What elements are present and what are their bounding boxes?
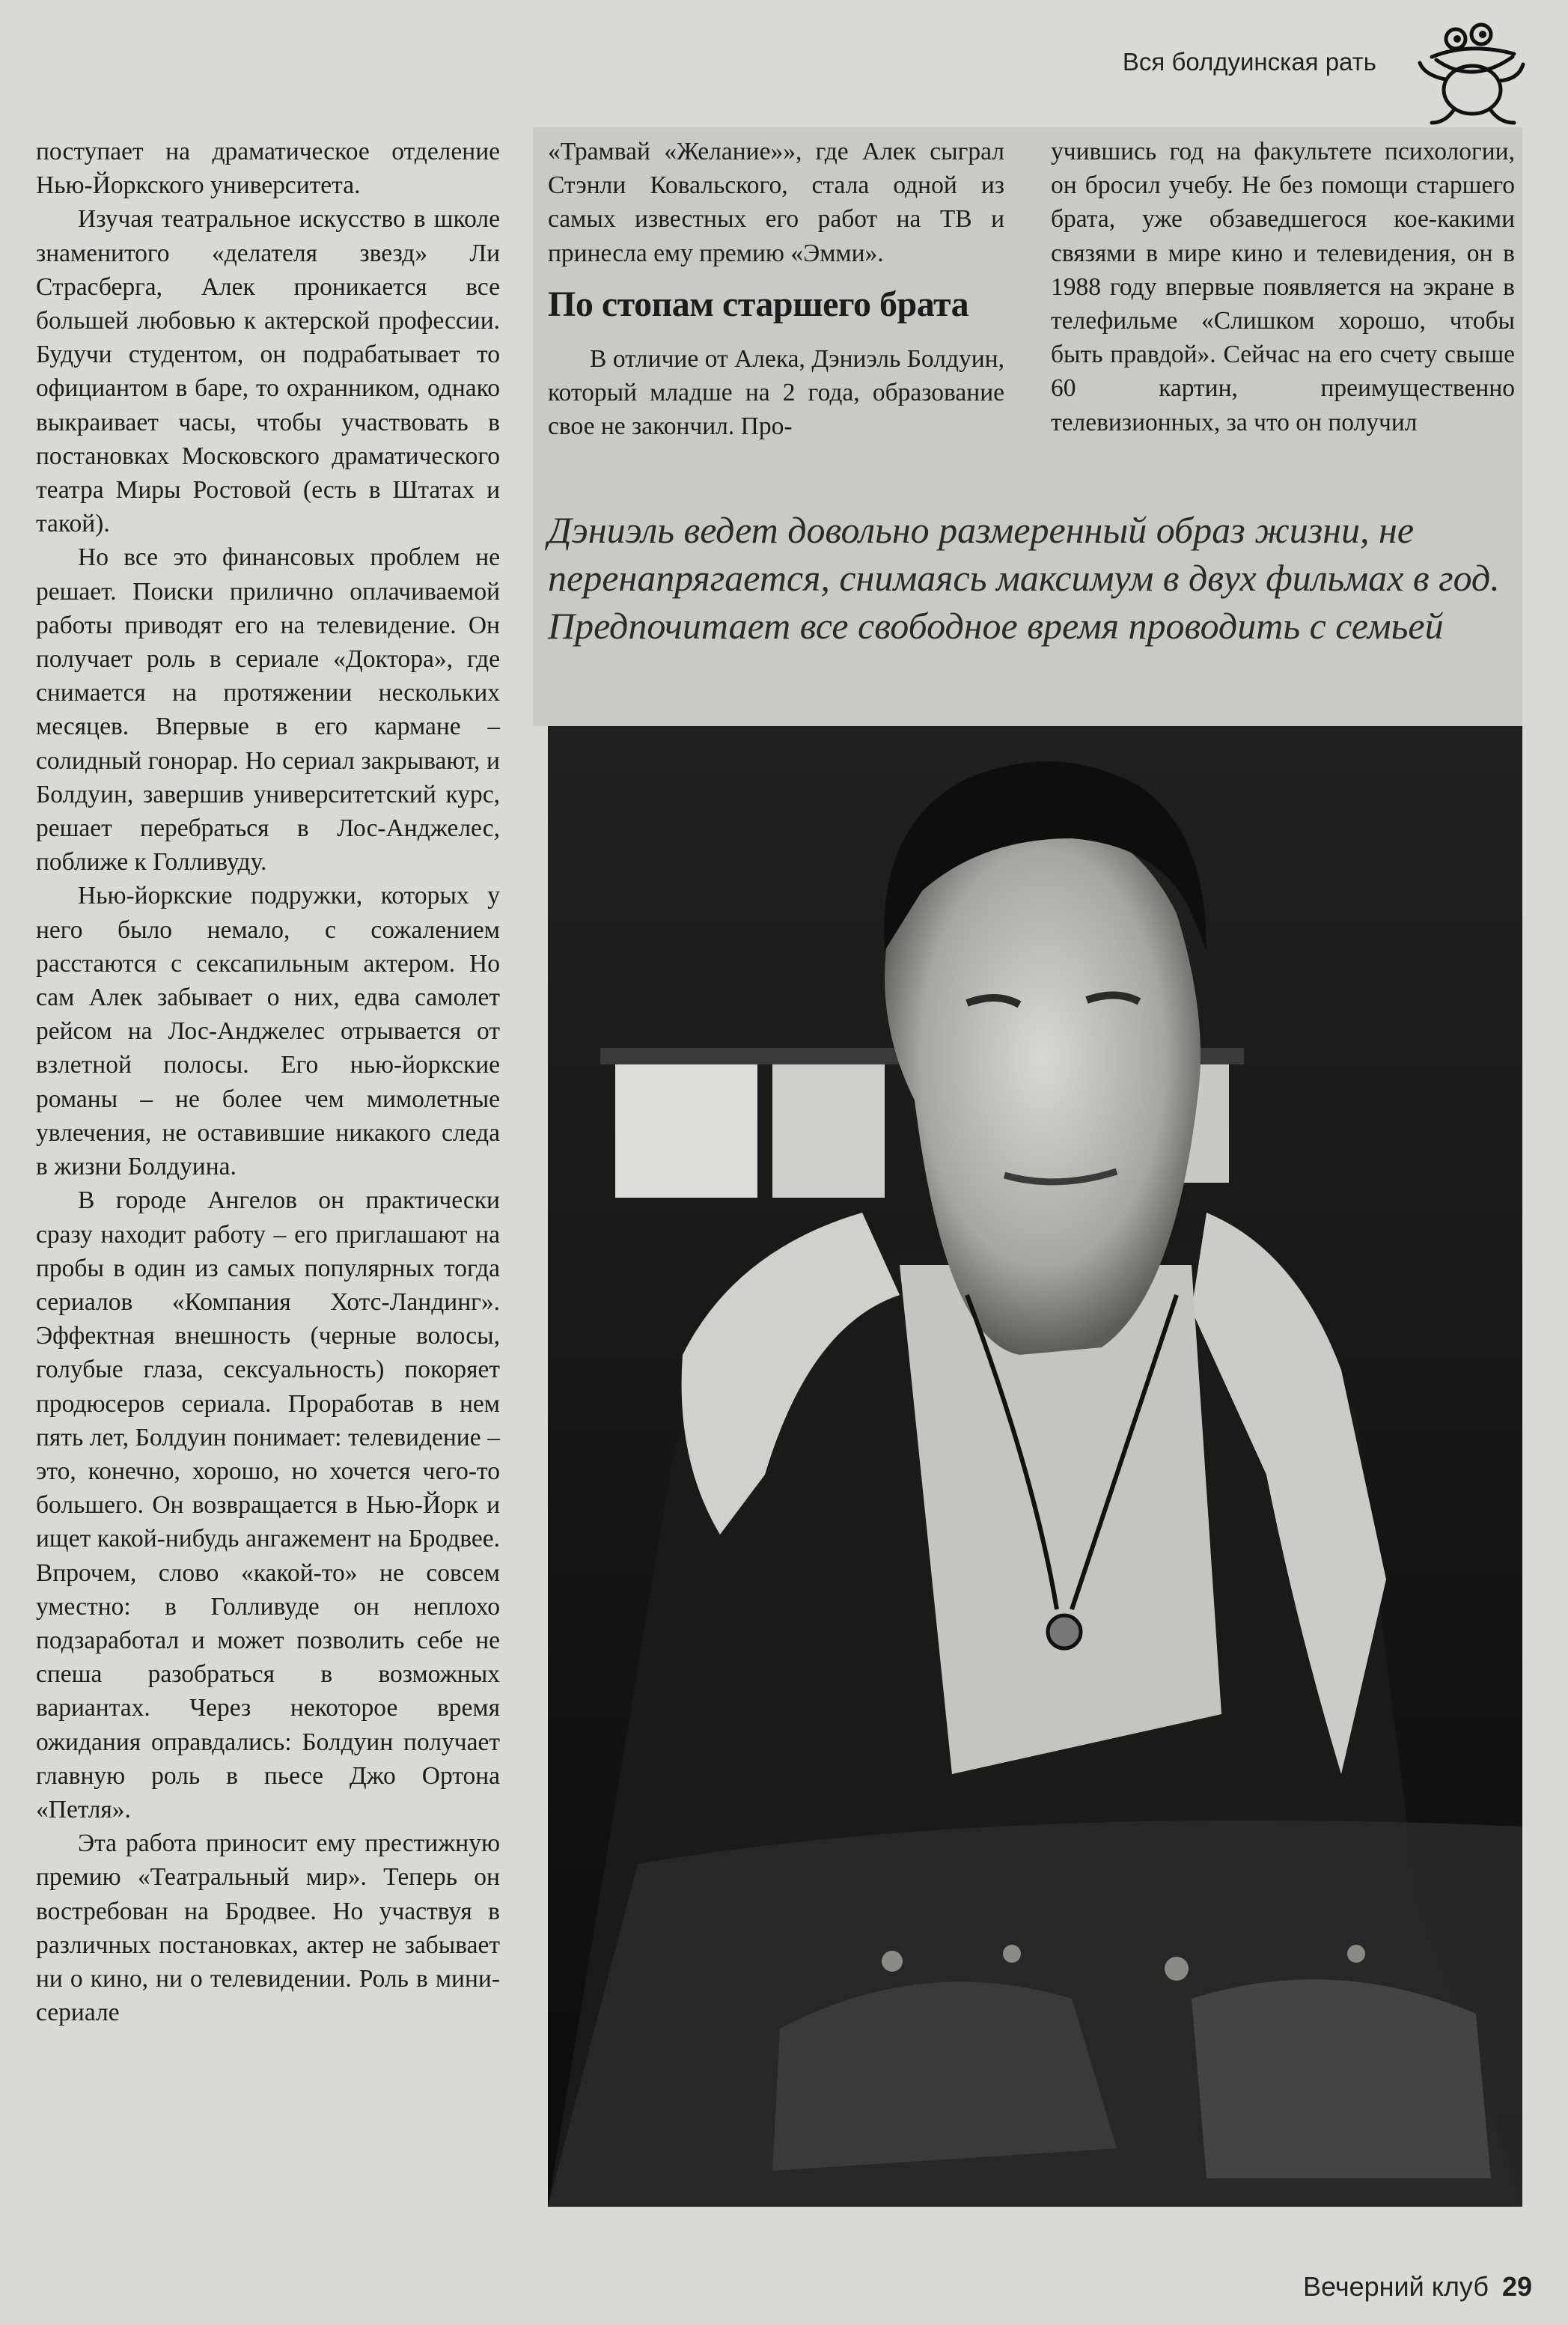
pull-quote: Дэниэль ведет довольно размеренный образ жизни, не перенапрягается, снимаясь максимум в двух фильмах в год. Предпочитает все свободное время проводить с семьей: [548, 509, 1500, 647]
article-paragraph: Но все это финансовых проблем не решает. Поиски прилично оплачиваемой работы приводят его на телевидение. Он получает роль в сериале «Доктора», где снимается на протяжении нескольких месяцев. Впервые в его кармане – солидный гонорар. Но сериал закрывают, и Болдуин, завершив университетский курс, решает перебраться в Лос-Анджелес, поближе к Голливуду.: [36, 543, 500, 877]
article-paragraph: поступает на драматическое отделение Нью-Йоркского университета.: [36, 138, 500, 200]
article-column-middle: [548, 135, 1004, 443]
article-paragraph: Изучая театральное искусство в школе знаменитого «делателя звезд» Ли Страсберга, Алек проникается все большей любовью к актерской профессии. Будучи студентом, он подрабатывает то официантом в баре, то охранником, однако выкраивает часы, чтобы участвовать в постановках Московского драматического театра Миры Ростовой (есть в Штатах и такой).: [36, 205, 500, 538]
article-column-right: [1051, 135, 1515, 439]
subheading: По стопам старшего брата: [548, 284, 969, 324]
article-paragraph: В отличие от Алека, Дэниэль Болдуин, который младше на 2 года, образование свое не закончил. Про-: [548, 344, 1004, 441]
page-number: 29: [1501, 2271, 1532, 2302]
article-paragraph: Эта работа приносит ему престижную премию «Театральный мир». Теперь он востребован на Бродвее. Но участвуя в различных постановках, актер не забывает ни о кино, ни о телевидении. Роль в мини-сериале: [36, 1829, 500, 2027]
portrait-photo: [548, 726, 1522, 2207]
frog-icon: [1409, 10, 1529, 130]
page-footer: [1303, 2271, 1532, 2303]
portrait-illustration: [548, 726, 1522, 2207]
article-column-left: [36, 135, 500, 2029]
article-paragraph: «Трамвай «Желание»», где Алек сыграл Стэнли Ковальского, стала одной из самых известных его работ на ТВ и принесла ему премию «Эмми».: [548, 138, 1004, 267]
magazine-name: Вечерний клуб: [1303, 2271, 1489, 2302]
section-title: Вся болдуинская рать: [1122, 48, 1376, 76]
article-paragraph: В городе Ангелов он практически сразу находит работу – его приглашают на пробы в один из самых популярных тогда сериалов «Компания Хотс-Ландинг». Эффектная внешность (черные волосы, голубые глаза, сексуальность) покоряет продюсеров сериала. Проработав в нем пять лет, Болдуин понимает: телевидение – это, конечно, хорошо, но хочется чего-то большего. Он возвращается в Нью-Йорк и ищет какой-нибудь ангажемент на Бродвее. Впрочем, слово «какой-то» не совсем уместно: в Голливуде он неплохо подзаработал и может позволить себе не спеша разобраться в возможных вариантах. Через некоторое время ожидания оправдались: Болдуин получает главную роль в пьесе Джо Ортона «Петля».: [36, 1186, 500, 1823]
article-paragraph: Нью-йоркские подружки, которых у него было немало, с сожалением расстаются с сексапильным актером. Но сам Алек забывает о них, едва самолет рейсом на Лос-Анджелес отрывается от взлетной полосы. Его нью-йоркские романы – не более чем мимолетные увлечения, не оставившие никакого следа в жизни Болдуина.: [36, 882, 500, 1181]
article-paragraph: учившись год на факультете психологии, он бросил учебу. Не без помощи старшего брата, уже обзаведшегося кое-какими связями в мире кино и телевидения, он в 1988 году впервые появляется на экране в телефильме «Слишком хорошо, чтобы быть правдой». Сейчас на его счету свыше 60 картин, преимущественно телевизионных, за что он получил: [1051, 138, 1515, 436]
